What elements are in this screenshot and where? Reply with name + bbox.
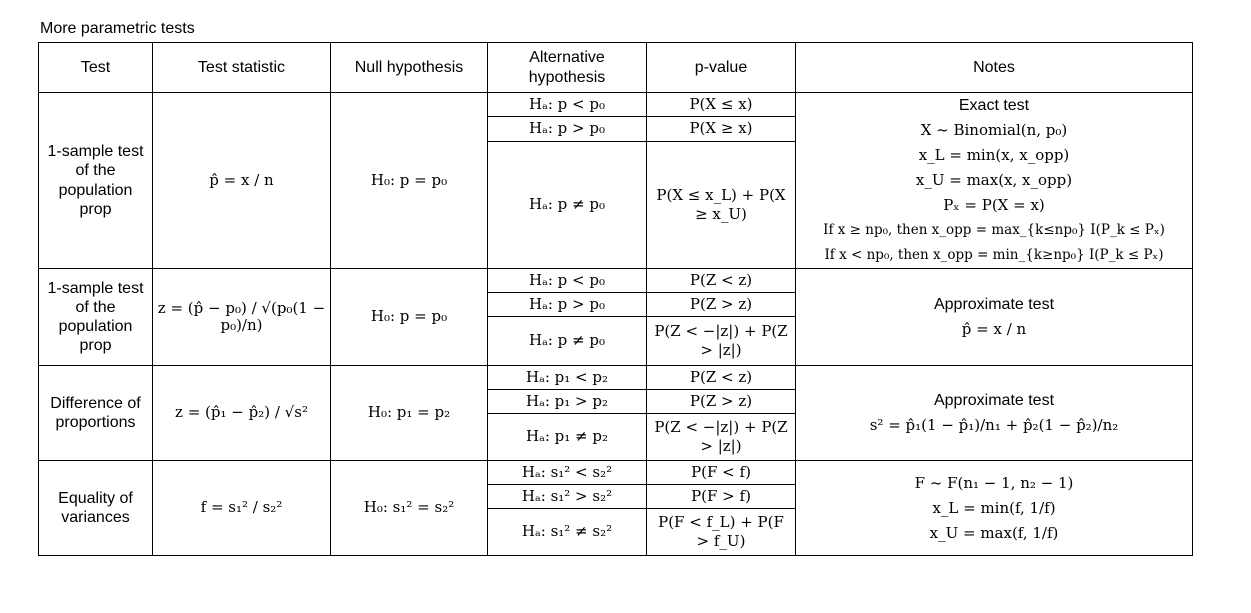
header-alternative-hypothesis: Alternative hypothesis: [488, 43, 647, 93]
table-row: [39, 461, 1193, 485]
note-line: x_U = max(f, 1/f): [929, 523, 1059, 542]
test-name: Equality of variances: [39, 461, 153, 556]
notes-cell: [796, 366, 1193, 461]
p-value: P(Z < −|z|) + P(Z > |z|): [647, 414, 796, 461]
null-hypothesis: H₀: s₁² = s₂²: [331, 461, 488, 556]
note-line: Approximate test: [933, 296, 1055, 313]
p-value: P(F > f): [647, 485, 796, 509]
test-name: 1-sample test of the population prop: [39, 93, 153, 269]
test-statistic: z = (p̂ − p₀) / √(p₀(1 − p₀)/n): [153, 269, 331, 366]
page-title: More parametric tests: [40, 20, 195, 37]
note-line: X ~ Binomial(n, p₀): [920, 121, 1068, 139]
table-row: [39, 269, 1193, 293]
p-value: P(Z < −|z|) + P(Z > |z|): [647, 317, 796, 366]
header-notes: Notes: [796, 43, 1193, 93]
null-hypothesis: H₀: p₁ = p₂: [331, 366, 488, 461]
alternative-hypothesis: Hₐ: s₁² ≠ s₂²: [488, 509, 647, 556]
alternative-hypothesis: Hₐ: s₁² < s₂²: [488, 461, 647, 485]
note-line: Exact test: [958, 97, 1030, 114]
alternative-hypothesis: Hₐ: p₁ ≠ p₂: [488, 414, 647, 461]
null-hypothesis: H₀: p = p₀: [331, 269, 488, 366]
p-value: P(F < f_L) + P(F > f_U): [647, 509, 796, 556]
header-row: [39, 43, 1193, 93]
notes-cell: [796, 461, 1193, 556]
note-line: x_L = min(x, x_opp): [918, 146, 1070, 164]
null-hypothesis: H₀: p = p₀: [331, 93, 488, 269]
notes-cell: [796, 269, 1193, 366]
alternative-hypothesis: Hₐ: p > p₀: [488, 117, 647, 141]
p-value: P(Z < z): [647, 366, 796, 390]
p-value: P(Z < z): [647, 269, 796, 293]
note-line: x_L = min(f, 1/f): [932, 498, 1056, 517]
note-line: If x < np₀, then x_opp = min_{k≥np₀} I(P_k ≤ Pₓ): [824, 247, 1164, 263]
p-value: P(X ≤ x_L) + P(X ≥ x_U): [647, 141, 796, 268]
note-line: p̂ = x / n: [961, 320, 1027, 338]
note-line: Approximate test: [933, 392, 1055, 409]
alternative-hypothesis: Hₐ: p < p₀: [488, 93, 647, 117]
header-test: Test: [39, 43, 153, 93]
note-line: F ~ F(n₁ − 1, n₂ − 1): [914, 473, 1074, 492]
alternative-hypothesis: Hₐ: s₁² > s₂²: [488, 485, 647, 509]
notes-cell: [796, 93, 1193, 269]
p-value: P(Z > z): [647, 293, 796, 317]
p-value: P(F < f): [647, 461, 796, 485]
table-row: [39, 93, 1193, 117]
header-null-hypothesis: Null hypothesis: [331, 43, 488, 93]
p-value: P(Z > z): [647, 390, 796, 414]
alternative-hypothesis: Hₐ: p < p₀: [488, 269, 647, 293]
note-line: Pₓ = P(X = x): [943, 196, 1045, 214]
p-value: P(X ≤ x): [647, 93, 796, 117]
note-line: s² = p̂₁(1 − p̂₁)/n₁ + p̂₂(1 − p̂₂)/n₂: [869, 416, 1119, 434]
note-line: If x ≥ np₀, then x_opp = max_{k≤np₀} I(P_k ≤ Pₓ): [823, 222, 1165, 238]
header-p-value: p-value: [647, 43, 796, 93]
test-statistic: f = s₁² / s₂²: [153, 461, 331, 556]
test-name: 1-sample test of the population prop: [39, 269, 153, 366]
note-line: x_U = max(x, x_opp): [915, 171, 1073, 189]
table-row: [39, 366, 1193, 390]
alternative-hypothesis: Hₐ: p > p₀: [488, 293, 647, 317]
p-value: P(X ≥ x): [647, 117, 796, 141]
header-test-statistic: Test statistic: [153, 43, 331, 93]
alternative-hypothesis: Hₐ: p ≠ p₀: [488, 317, 647, 366]
test-name: Difference of proportions: [39, 366, 153, 461]
test-statistic: p̂ = x / n: [153, 93, 331, 269]
alternative-hypothesis: Hₐ: p₁ > p₂: [488, 390, 647, 414]
alternative-hypothesis: Hₐ: p₁ < p₂: [488, 366, 647, 390]
parametric-tests-table: [38, 42, 1193, 556]
alternative-hypothesis: Hₐ: p ≠ p₀: [488, 141, 647, 268]
test-statistic: z = (p̂₁ − p̂₂) / √s²: [153, 366, 331, 461]
